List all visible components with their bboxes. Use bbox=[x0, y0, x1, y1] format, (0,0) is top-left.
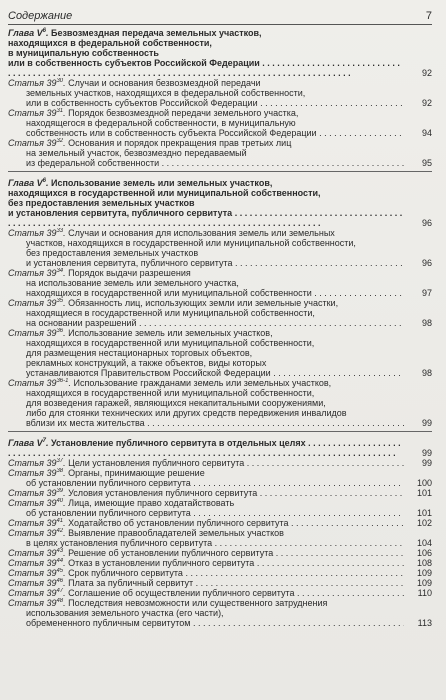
chapter-title-line: в муниципальную собственность bbox=[8, 48, 159, 58]
entry-line: участков, находящихся в государственной или муниципальной собственности, bbox=[26, 238, 356, 248]
entry-page: 96 bbox=[421, 258, 432, 268]
toc-entry bbox=[8, 568, 432, 578]
article-label: Статья $39^{44}$. bbox=[8, 558, 69, 568]
article-label: Статья $39^{41}$. bbox=[8, 518, 69, 528]
entry-line: находящихся в государственной или муниципальной собственности . . . bbox=[8, 288, 404, 298]
article-label: Статья $39^{42}$. bbox=[8, 528, 69, 538]
entry-line: находящегося в федеральной собственности, в муниципальную bbox=[26, 118, 296, 128]
entry-line: Статья $39^{38}$. Органы, принимающие решение bbox=[8, 468, 205, 478]
entry-line: земельных участков, находящихся в федеральной собственности, bbox=[26, 88, 306, 98]
toc-entry bbox=[8, 458, 432, 468]
chapter-label-sup: 6 bbox=[42, 178, 46, 184]
entry-line: и установления сервитута, публичного сервитута . . . bbox=[8, 258, 404, 268]
entry-line: Статья $39^{37}$. Цели установления публичного сервитута . . . bbox=[8, 458, 404, 468]
article-label: Статья $39^{38}$. bbox=[8, 468, 69, 478]
entry-page: 98 bbox=[421, 318, 432, 328]
toc-entry bbox=[8, 488, 432, 498]
entry-line: об установлении публичного сервитута . . . bbox=[8, 508, 404, 518]
article-sup: 45 bbox=[56, 568, 64, 574]
chapter-title-line: находящихся в государственной или муниципальной собственности, bbox=[8, 188, 321, 198]
chapter-title-line: Глава $V^7$. Установление публичного сервитута в отдельных целях . . . bbox=[8, 438, 404, 458]
entry-line: находящихся в государственной или муниципальной собственности, bbox=[26, 388, 315, 398]
toc-entry bbox=[8, 578, 432, 588]
article-sup: 47 bbox=[56, 588, 64, 594]
toc-entry bbox=[8, 138, 432, 168]
chapter-page: 92 bbox=[421, 68, 432, 78]
article-sup: 38 bbox=[56, 468, 64, 474]
chapter-title-line: или в собственность субъектов Российской Федерации . . . bbox=[8, 58, 404, 78]
toc-entry bbox=[8, 228, 432, 268]
article-sup: 43 bbox=[56, 548, 64, 554]
entry-page: 110 bbox=[417, 588, 432, 598]
chapter-separator bbox=[8, 431, 432, 432]
chapter-heading bbox=[8, 178, 432, 228]
article-label: Статья $39^{43}$. bbox=[8, 548, 69, 558]
article-label: Статья $39^{30}$. bbox=[8, 78, 69, 88]
entry-line: без предоставления земельных участков bbox=[26, 248, 199, 258]
article-label: Статья $39^{46}$. bbox=[8, 578, 69, 588]
toc-entry bbox=[8, 588, 432, 598]
toc-entry bbox=[8, 558, 432, 568]
toc-entry bbox=[8, 518, 432, 528]
chapter-heading bbox=[8, 438, 432, 458]
entry-line: на основании разрешений . . . bbox=[8, 318, 404, 328]
entry-line: Статья $39^{48}$. Последствия невозможности или существенного затруднения bbox=[8, 598, 328, 608]
entry-page: 97 bbox=[421, 288, 432, 298]
entry-page: 104 bbox=[416, 538, 432, 548]
entry-line: Статья $39^{35}$. Обязанность лиц, использующих земли или земельные участки, bbox=[8, 298, 339, 308]
entry-line: из федеральной собственности . . . bbox=[8, 158, 404, 168]
article-label: Статья $39^{32}$. bbox=[8, 138, 69, 148]
page-number: 7 bbox=[425, 10, 432, 22]
entry-page: 101 bbox=[416, 488, 432, 498]
toc-entry bbox=[8, 108, 432, 138]
entry-line: Статья $39^{39}$. Условия установления публичного сервитута . . . bbox=[8, 488, 404, 498]
entry-line: Статья $39^{30}$. Случаи и основания безвозмездной передачи bbox=[8, 78, 261, 88]
entry-line: для возведения гаражей, являющихся некапитальными сооружениями, bbox=[26, 398, 326, 408]
toc-chapter bbox=[8, 178, 432, 428]
toc-entry bbox=[8, 468, 432, 488]
entry-line: собственность или в собственность субъекта Российской Федерации . . . bbox=[8, 128, 404, 138]
entry-line: использования земельного участка (его части), bbox=[26, 608, 224, 618]
entry-line: рекламных конструкций, а также объектов, виды которых bbox=[26, 358, 267, 368]
chapter-title-line: Глава $V^6$. Безвозмездная передача земельных участков, bbox=[8, 28, 262, 38]
article-sup: 32 bbox=[56, 138, 64, 144]
toc-entry bbox=[8, 298, 432, 328]
page-header bbox=[8, 6, 432, 22]
toc-body bbox=[8, 28, 432, 628]
article-sup: 34 bbox=[56, 268, 64, 274]
chapter-title-line: находящихся в федеральной собственности, bbox=[8, 38, 212, 48]
chapter-title-line: Глава $V^6$. Использование земель или земельных участков, bbox=[8, 178, 273, 188]
entry-page: 94 bbox=[421, 128, 432, 138]
entry-line: обремененного публичным сервитутом . . . bbox=[8, 618, 404, 628]
article-label: Статья $39^{39}$. bbox=[8, 488, 69, 498]
chapter-label-sup: 6 bbox=[42, 28, 46, 34]
article-sup: 46 bbox=[56, 578, 64, 584]
article-sup: 33 bbox=[56, 228, 64, 234]
entry-line: Статья $39^{32}$. Основания и порядок прекращения прав третьих лиц bbox=[8, 138, 292, 148]
entry-line: на использование земель или земельного участка, bbox=[26, 278, 239, 288]
chapter-heading bbox=[8, 28, 432, 78]
entry-line: об установлении публичного сервитута . . . bbox=[8, 478, 404, 488]
entry-line: Статья $39^{41}$. Ходатайство об установлении публичного сервитута . . . bbox=[8, 518, 404, 528]
entry-line: Статья $39^{34}$. Порядок выдачи разрешения bbox=[8, 268, 191, 278]
chapter-page: 99 bbox=[421, 448, 432, 458]
toc-entry bbox=[8, 598, 432, 628]
article-sup: 36 bbox=[56, 328, 64, 334]
toc-entry bbox=[8, 548, 432, 558]
article-sup: 31 bbox=[56, 108, 64, 114]
header-rule bbox=[8, 24, 432, 25]
entry-page: 92 bbox=[421, 98, 432, 108]
entry-page: 99 bbox=[421, 418, 432, 428]
entry-page: 113 bbox=[417, 618, 432, 628]
article-label: Статья $39^{34}$. bbox=[8, 268, 69, 278]
toc-entry bbox=[8, 78, 432, 108]
article-sup: 42 bbox=[56, 528, 64, 534]
article-sup: 36-1 bbox=[56, 378, 69, 384]
entry-page: 109 bbox=[416, 568, 432, 578]
entry-line: Статья $39^{31}$. Порядок безвозмездной передачи земельного участка, bbox=[8, 108, 299, 118]
entry-line: Статья $39^{42}$. Выявление правообладателей земельных участков bbox=[8, 528, 284, 538]
toc-chapter bbox=[8, 438, 432, 628]
entry-line: в целях установления публичного сервитута . . . bbox=[8, 538, 404, 548]
toc-entry bbox=[8, 328, 432, 378]
entry-line: Статья $39^{40}$. Лица, имеющие право ходатайствовать bbox=[8, 498, 235, 508]
article-sup: 40 bbox=[56, 498, 64, 504]
chapter-title-line: без предоставления земельных участков bbox=[8, 198, 195, 208]
article-sup: 48 bbox=[56, 598, 64, 604]
entry-line: Статья $39^{33}$. Случаи и основания для использования земель или земельных bbox=[8, 228, 335, 238]
article-label: Статья 39$^{36-1}$. bbox=[8, 378, 74, 388]
article-label: Статья $39^{45}$. bbox=[8, 568, 69, 578]
article-sup: 37 bbox=[56, 458, 64, 464]
entry-line: Статья $39^{44}$. Отказ в установлении публичного сервитута . . . bbox=[8, 558, 404, 568]
entry-line: либо для стоянки технических или других средств передвижения инвалидов bbox=[26, 408, 347, 418]
toc-chapter bbox=[8, 28, 432, 168]
entry-page: 98 bbox=[421, 368, 432, 378]
entry-page: 108 bbox=[416, 558, 432, 568]
entry-line: Статья $39^{36}$. Использование земель или земельных участков, bbox=[8, 328, 273, 338]
entry-line: или в собственность субъектов Российской Федерации . . . bbox=[8, 98, 404, 108]
article-sup: 41 bbox=[56, 518, 64, 524]
toc-entry bbox=[8, 268, 432, 298]
entry-line: Статья $39^{43}$. Решение об установлении публичного сервитута . . . bbox=[8, 548, 404, 558]
entry-page: 106 bbox=[416, 548, 432, 558]
entry-page: 101 bbox=[416, 508, 432, 518]
article-label: Статья $39^{36}$. bbox=[8, 328, 69, 338]
toc-entry bbox=[8, 528, 432, 548]
chapter-label-sup: 7 bbox=[42, 438, 46, 444]
article-sup: 30 bbox=[56, 78, 64, 84]
article-label: Статья $39^{35}$. bbox=[8, 298, 69, 308]
chapter-label: Глава $V^6$. bbox=[8, 178, 51, 188]
entry-page: 109 bbox=[416, 578, 432, 588]
chapter-separator bbox=[8, 171, 432, 172]
article-sup: 35 bbox=[56, 298, 64, 304]
entry-line: на земельный участок, безвозмездно передаваемый bbox=[26, 148, 247, 158]
toc-entry bbox=[8, 498, 432, 518]
entry-line: Статья 39$^{36-1}$. Использование гражданами земель или земельных участков, bbox=[8, 378, 332, 388]
entry-line: находящихся в государственной или муниципальной собственности, bbox=[26, 338, 315, 348]
article-label: Статья $39^{37}$. bbox=[8, 458, 69, 468]
entry-line: Статья $39^{46}$. Плата за публичный сервитут . . . bbox=[8, 578, 404, 588]
entry-page: 99 bbox=[421, 458, 432, 468]
article-sup: 39 bbox=[56, 488, 64, 494]
entry-line: вблизи их места жительства . . . bbox=[8, 418, 404, 428]
article-label: Статья $39^{31}$. bbox=[8, 108, 69, 118]
chapter-title-line: и установления сервитута, публичного сервитута . . . bbox=[8, 208, 404, 228]
chapter-page: 96 bbox=[421, 218, 432, 228]
article-label: Статья $39^{47}$. bbox=[8, 588, 69, 598]
article-label: Статья $39^{48}$. bbox=[8, 598, 69, 608]
entry-line: для размещения нестационарных торговых объектов, bbox=[26, 348, 253, 358]
chapter-label: Глава $V^6$. bbox=[8, 28, 51, 38]
entry-line: находящиеся в государственной или муниципальной собственности, bbox=[26, 308, 315, 318]
article-label: Статья $39^{40}$. bbox=[8, 498, 69, 508]
chapter-label: Глава $V^7$. bbox=[8, 438, 51, 448]
entry-line: Статья $39^{45}$. Срок публичного сервитута . . . bbox=[8, 568, 404, 578]
entry-line: устанавливаются Правительством Российской Федерации . . . bbox=[8, 368, 404, 378]
running-title: Содержание bbox=[8, 10, 73, 22]
toc-entry bbox=[8, 378, 432, 428]
entry-line: Статья $39^{47}$. Соглашение об осуществлении публичного сервитута . . . bbox=[8, 588, 404, 598]
article-sup: 44 bbox=[56, 558, 64, 564]
article-label: Статья $39^{33}$. bbox=[8, 228, 69, 238]
entry-page: 100 bbox=[416, 478, 432, 488]
entry-page: 95 bbox=[421, 158, 432, 168]
entry-page: 102 bbox=[416, 518, 432, 528]
